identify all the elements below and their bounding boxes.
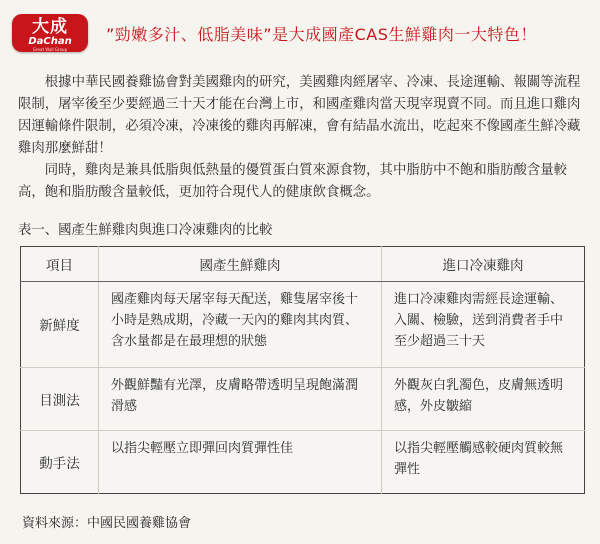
header-item: 項目	[21, 247, 99, 282]
logo-cn: 大成	[32, 17, 68, 37]
row-imported: 外觀灰白乳濁色，皮膚無透明感，外皮皺縮	[382, 367, 585, 430]
headline: ”勁嫩多汁、低脂美味”是大成國產CAS生鮮雞肉一大特色！	[106, 25, 537, 44]
dachan-logo	[12, 14, 88, 52]
table-row	[21, 282, 585, 368]
header	[12, 14, 588, 54]
intro-paragraph-1: 根據中華民國養雞協會對美國雞肉的研究，美國雞肉經屠宰、冷凍、長途運輸、報關等流程限制，屠宰後至少要經過三十天才能在台灣上市，和國產雞肉當天現宰現賣不同。而且進口雞肉因運輸條件限制，必須冷凍，冷凍後的雞肉再解凍，會有結晶水流出，吃起來不像國產生鮮冷藏雞肉那麼鮮甜！	[18, 75, 581, 156]
row-item: 動手法	[21, 430, 99, 493]
intro-text	[18, 72, 584, 204]
source-note: 資料來源：中國民國養雞協會	[22, 516, 192, 531]
row-domestic: 國產雞肉每天屠宰每天配送，雞隻屠宰後十小時是熟成期，冷藏一天內的雞肉其肉質、含水量都是在最理想的狀態	[99, 282, 382, 368]
row-item: 新鮮度	[21, 282, 99, 368]
header-imported: 進口冷凍雞肉	[382, 247, 585, 282]
table-row	[21, 430, 585, 493]
table-header-row	[21, 247, 585, 282]
row-imported: 以指尖輕壓觸感較硬肉質較無彈性	[382, 430, 585, 493]
logo-en: DaChan	[28, 36, 72, 47]
row-domestic: 以指尖輕壓立即彈回肉質彈性佳	[99, 430, 382, 493]
row-domestic: 外觀鮮豔有光澤，皮膚略帶透明呈現飽滿潤滑感	[99, 367, 382, 430]
table-caption: 表一、國產生鮮雞肉與進口冷凍雞肉的比較	[18, 223, 273, 238]
row-item: 目測法	[21, 367, 99, 430]
comparison-table	[20, 246, 585, 494]
logo-sub: Great Wall Group	[32, 47, 68, 52]
table-row	[21, 367, 585, 430]
header-domestic: 國產生鮮雞肉	[99, 247, 382, 282]
row-imported: 進口冷凍雞肉需經長途運輸、入關、檢驗，送到消費者手中至少超過三十天	[382, 282, 585, 368]
intro-paragraph-2: 同時，雞肉是兼具低脂與低熱量的優質蛋白質來源食物，其中脂肪中不飽和脂肪酸含量較高，飽和脂肪酸含量較低，更加符合現代人的健康飲食概念。	[18, 163, 568, 200]
